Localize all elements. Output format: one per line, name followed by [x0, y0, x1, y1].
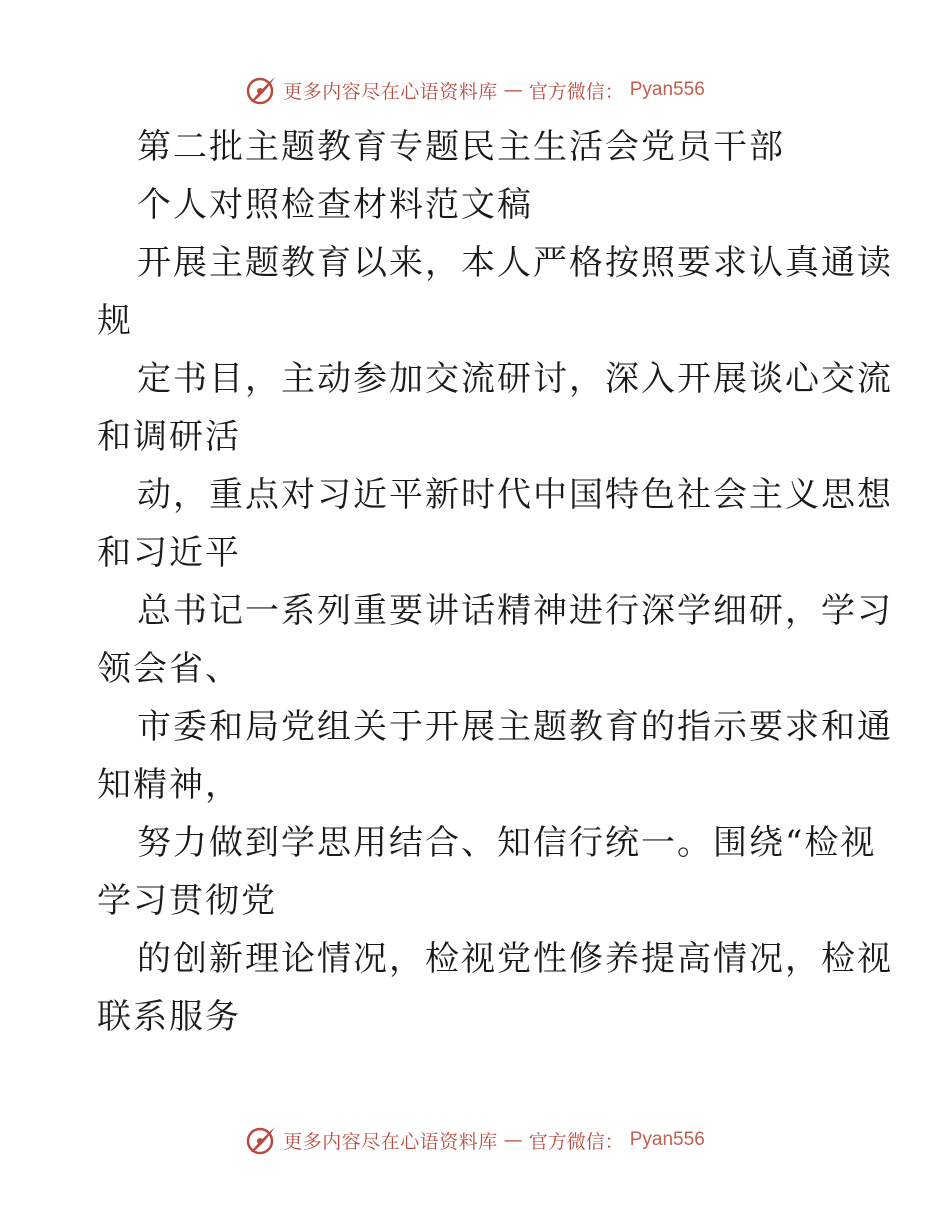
- paragraph-line: 规: [97, 301, 133, 341]
- watermark-text: 更多内容尽在心语资料库: [283, 1130, 498, 1153]
- watermark-wechat-id: Pyan556: [629, 1129, 705, 1150]
- document-body: [97, 118, 893, 1046]
- watermark-wechat-id: Pyan556: [629, 79, 705, 100]
- title-line-1: 第二批主题教育专题民主生活会党员干部: [137, 127, 785, 167]
- watermark-dash: —: [503, 1129, 523, 1151]
- paragraph-line: 开展主题教育以来，本人严格按照要求认真通读: [137, 243, 893, 283]
- paragraph-line: 学习贯彻党: [97, 881, 277, 921]
- paragraph-line: 市委和局党组关于开展主题教育的指示要求和通: [137, 707, 893, 747]
- watermark-dash: —: [503, 79, 523, 101]
- paragraph-line: 动，重点对习近平新时代中国特色社会主义思想: [137, 475, 893, 515]
- feather-circle-logo-icon: [245, 74, 277, 106]
- paragraph-line: 知精神，: [97, 765, 241, 805]
- watermark-label: 官方微信：: [528, 80, 624, 103]
- paragraph-line: 定书目，主动参加交流研讨，深入开展谈心交流: [137, 359, 893, 399]
- header-watermark: [0, 70, 950, 110]
- paragraph-line: 领会省、: [97, 649, 241, 689]
- paragraph-line: 和调研活: [97, 417, 241, 457]
- watermark-text: 更多内容尽在心语资料库: [283, 80, 498, 103]
- footer-watermark: [0, 1120, 950, 1160]
- paragraph-line: 的创新理论情况，检视党性修养提高情况，检视: [137, 939, 893, 979]
- watermark-label: 官方微信：: [528, 1130, 624, 1153]
- paragraph-line: 努力做到学思用结合、知信行统一。围绕“检视: [137, 823, 877, 863]
- paragraph-line: 联系服务: [97, 997, 241, 1037]
- paragraph-line: 和习近平: [97, 533, 241, 573]
- paragraph-line: 总书记一系列重要讲话精神进行深学细研，学习: [137, 591, 893, 631]
- feather-circle-logo-icon: [245, 1124, 277, 1156]
- title-line-2: 个人对照检查材料范文稿: [137, 185, 533, 225]
